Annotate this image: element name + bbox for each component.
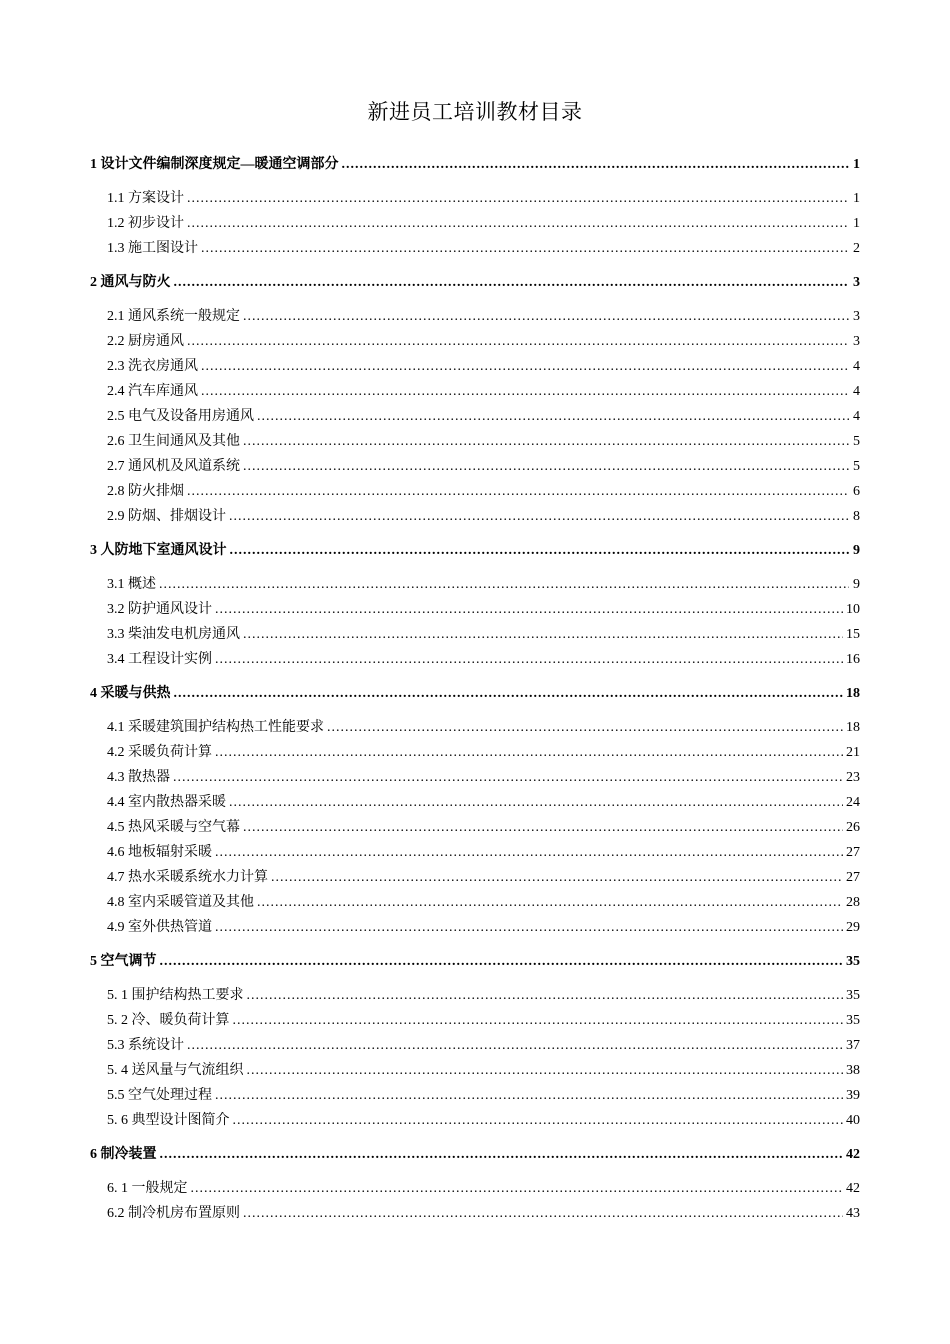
toc-dot-leader [257,890,843,915]
toc-dot-leader [159,572,849,597]
toc-entry-title: 5. 4 送风量与气流组织 [107,1063,244,1078]
toc-dot-leader [215,647,843,672]
toc-page-number: 38 [846,1063,860,1078]
toc-dot-leader [215,915,843,940]
toc-dot-leader [201,379,849,404]
toc-entry-title: 6 制冷装置 [90,1147,157,1162]
toc-page-number: 2 [853,241,860,256]
toc-dot-leader [187,186,849,211]
toc-dot-leader [243,622,843,647]
toc-dot-leader [187,211,849,236]
toc-dot-leader [187,1033,843,1058]
toc-entry-title: 6.2 制冷机房布置原则 [107,1206,240,1221]
toc-dot-leader [174,681,844,706]
toc-section-entry[interactable] [90,304,860,329]
toc-dot-leader [247,1058,844,1083]
toc-entry-title: 4.4 室内散热器采暖 [107,795,226,810]
toc-page-number: 35 [846,954,860,969]
toc-entry-title: 2.3 洗衣房通风 [107,359,198,374]
toc-dot-leader [271,865,843,890]
toc-page-number: 42 [846,1147,860,1162]
toc-entry-title: 2.8 防火排烟 [107,484,184,499]
toc-entry-title: 5.3 系统设计 [107,1038,184,1053]
toc-entry-title: 4.3 散热器 [107,770,170,785]
toc-entry-title: 4.9 室外供热管道 [107,920,212,935]
toc-section-entry[interactable] [90,983,860,1008]
toc-dot-leader [243,1201,843,1226]
toc-page-number: 9 [853,577,860,592]
toc-page-number: 29 [846,920,860,935]
toc-section-entry[interactable] [90,715,860,740]
toc-section-entry[interactable] [90,840,860,865]
toc-section-entry[interactable] [90,865,860,890]
toc-page-number: 35 [846,1013,860,1028]
toc-page-number: 5 [853,434,860,449]
toc-entry-title: 5. 2 冷、暖负荷计算 [107,1013,230,1028]
toc-chapter-entry[interactable] [90,949,860,974]
toc-dot-leader [215,840,843,865]
toc-section-entry[interactable] [90,354,860,379]
toc-section-entry[interactable] [90,504,860,529]
toc-dot-leader [247,983,844,1008]
table-of-contents [90,152,860,1226]
toc-dot-leader [257,404,849,429]
toc-entry-title: 4.7 热水采暖系统水力计算 [107,870,268,885]
toc-entry-title: 2.1 通风系统一般规定 [107,309,240,324]
toc-entry-title: 3.4 工程设计实例 [107,652,212,667]
toc-section-entry[interactable] [90,1201,860,1226]
toc-entry-title: 3.1 概述 [107,577,156,592]
toc-entry-title: 1 设计文件编制深度规定—暖通空调部分 [90,157,339,172]
toc-section-entry[interactable] [90,622,860,647]
toc-page-number: 3 [853,309,860,324]
toc-dot-leader [174,270,850,295]
toc-section-entry[interactable] [90,890,860,915]
toc-page-number: 1 [853,157,860,172]
toc-page-number: 4 [853,409,860,424]
toc-dot-leader [229,790,843,815]
toc-dot-leader [160,1142,844,1167]
toc-dot-leader [173,765,843,790]
document-title: 新进员工培训教材目录 [367,100,583,124]
toc-section-entry[interactable] [90,186,860,211]
toc-page-number: 3 [853,334,860,349]
toc-dot-leader [342,152,850,177]
toc-dot-leader [160,949,844,974]
toc-page-number: 10 [846,602,860,617]
toc-page-number: 42 [846,1181,860,1196]
toc-page-number: 27 [846,845,860,860]
toc-entry-title: 5 空气调节 [90,954,157,969]
toc-entry-title: 5. 1 围护结构热工要求 [107,988,244,1003]
toc-page-number: 18 [846,686,860,701]
toc-entry-title: 4 采暖与供热 [90,686,171,701]
toc-dot-leader [229,504,849,529]
toc-dot-leader [243,454,849,479]
toc-entry-title: 2.9 防烟、排烟设计 [107,509,226,524]
toc-entry-title: 4.6 地板辐射采暖 [107,845,212,860]
toc-dot-leader [243,429,849,454]
toc-page-number: 6 [853,484,860,499]
toc-section-entry[interactable] [90,236,860,261]
toc-section-entry[interactable] [90,572,860,597]
toc-dot-leader [187,329,849,354]
toc-page-number: 3 [853,275,860,290]
toc-dot-leader [201,354,849,379]
toc-page-number: 28 [846,895,860,910]
toc-page-number: 35 [846,988,860,1003]
toc-page-number: 5 [853,459,860,474]
toc-section-entry[interactable] [90,765,860,790]
toc-section-entry[interactable] [90,479,860,504]
toc-entry-title: 4.2 采暖负荷计算 [107,745,212,760]
toc-dot-leader [215,1083,843,1108]
toc-entry-title: 1.1 方案设计 [107,191,184,206]
toc-section-entry[interactable] [90,740,860,765]
toc-section-entry[interactable] [90,429,860,454]
toc-chapter-entry[interactable] [90,681,860,706]
toc-section-entry[interactable] [90,815,860,840]
toc-section-entry[interactable] [90,1108,860,1133]
toc-entry-title: 5. 6 典型设计图简介 [107,1113,230,1128]
toc-dot-leader [233,1108,844,1133]
toc-section-entry[interactable] [90,1008,860,1033]
toc-dot-leader [201,236,849,261]
toc-entry-title: 4.8 室内采暖管道及其他 [107,895,254,910]
toc-dot-leader [215,597,843,622]
toc-section-entry[interactable] [90,1083,860,1108]
toc-section-entry[interactable] [90,790,860,815]
toc-entry-title: 2 通风与防火 [90,275,171,290]
toc-dot-leader [230,538,850,563]
toc-page-number: 23 [846,770,860,785]
toc-page-number: 37 [846,1038,860,1053]
toc-section-entry[interactable] [90,404,860,429]
toc-entry-title: 1.3 施工图设计 [107,241,198,256]
toc-section-entry[interactable] [90,211,860,236]
toc-dot-leader [191,1176,844,1201]
toc-entry-title: 4.1 采暖建筑围护结构热工性能要求 [107,720,324,735]
toc-entry-title: 5.5 空气处理过程 [107,1088,212,1103]
toc-page-number: 18 [846,720,860,735]
toc-dot-leader [187,479,849,504]
toc-chapter-entry[interactable] [90,538,860,563]
toc-page-number: 16 [846,652,860,667]
toc-section-entry[interactable] [90,379,860,404]
toc-page-number: 9 [853,543,860,558]
toc-dot-leader [243,304,849,329]
toc-page-number: 26 [846,820,860,835]
toc-dot-leader [215,740,843,765]
toc-entry-title: 3.3 柴油发电机房通风 [107,627,240,642]
toc-section-entry[interactable] [90,1176,860,1201]
toc-page-number: 1 [853,191,860,206]
toc-dot-leader [233,1008,844,1033]
toc-page-number: 24 [846,795,860,810]
toc-entry-title: 1.2 初步设计 [107,216,184,231]
toc-entry-title: 3 人防地下室通风设计 [90,543,227,558]
toc-entry-title: 2.4 汽车库通风 [107,384,198,399]
toc-page-number: 21 [846,745,860,760]
toc-section-entry[interactable] [90,454,860,479]
toc-page-number: 40 [846,1113,860,1128]
toc-chapter-entry[interactable] [90,152,860,177]
toc-entry-title: 2.6 卫生间通风及其他 [107,434,240,449]
toc-entry-title: 2.2 厨房通风 [107,334,184,349]
toc-chapter-entry[interactable] [90,270,860,295]
toc-dot-leader [327,715,843,740]
toc-section-entry[interactable] [90,329,860,354]
toc-page-number: 39 [846,1088,860,1103]
toc-page-number: 1 [853,216,860,231]
toc-entry-title: 4.5 热风采暖与空气幕 [107,820,240,835]
toc-page-number: 15 [846,627,860,642]
toc-section-entry[interactable] [90,1033,860,1058]
toc-entry-title: 2.7 通风机及风道系统 [107,459,240,474]
toc-entry-title: 6. 1 一般规定 [107,1181,188,1196]
toc-section-entry[interactable] [90,915,860,940]
toc-dot-leader [243,815,843,840]
toc-page-number: 43 [846,1206,860,1221]
toc-page-number: 8 [853,509,860,524]
toc-page-number: 4 [853,359,860,374]
toc-page-number: 4 [853,384,860,399]
toc-page-number: 27 [846,870,860,885]
toc-entry-title: 2.5 电气及设备用房通风 [107,409,254,424]
toc-section-entry[interactable] [90,1058,860,1083]
toc-chapter-entry[interactable] [90,1142,860,1167]
toc-entry-title: 3.2 防护通风设计 [107,602,212,617]
toc-section-entry[interactable] [90,597,860,622]
toc-section-entry[interactable] [90,647,860,672]
